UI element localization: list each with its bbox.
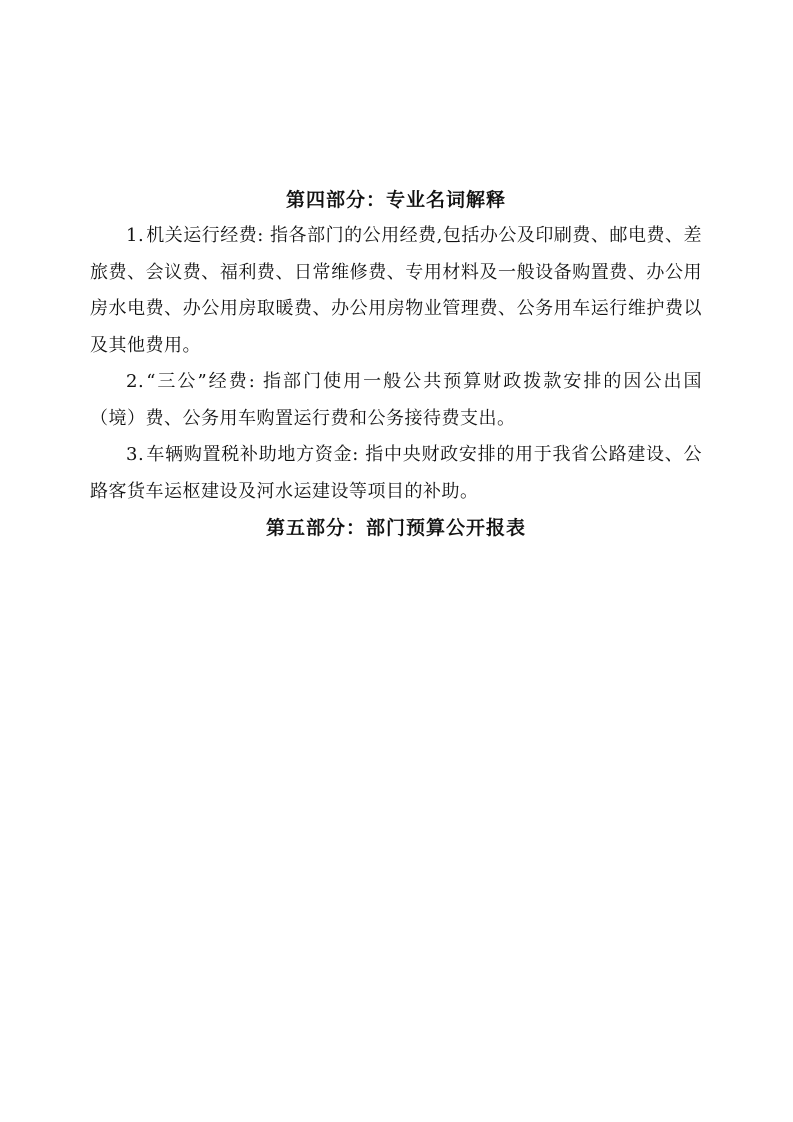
page-content	[90, 182, 702, 546]
term-2-number: 2.	[126, 371, 145, 392]
term-3-paragraph	[90, 437, 702, 510]
term-1-paragraph	[90, 218, 702, 364]
section-five-heading: 第五部分：部门预算公开报表	[265, 517, 526, 539]
section-four-heading: 第四部分：专业名词解释	[285, 189, 506, 211]
term-1-number: 1.	[126, 225, 145, 246]
term-2-text: “三公”经费: 指部门使用一般公共预算财政拨款安排的因公出国（境）费、公务用车购置运行费和公务接待费支出。	[90, 371, 702, 429]
term-3-text: 车辆购置税补助地方资金: 指中央财政安排的用于我省公路建设、公路客货车运枢建设及河水运建设等项目的补助。	[90, 444, 702, 502]
term-1-text: 机关运行经费: 指各部门的公用经费,包括办公及印刷费、邮电费、差旅费、会议费、福利费、日常维修费、专用材料及一般设备购置费、办公用房水电费、办公用房取暖费、办公用房物业管理费、公务用车运行维护费以及其他费用。	[90, 225, 702, 356]
term-2-paragraph	[90, 364, 702, 437]
term-3-number: 3.	[126, 444, 145, 465]
